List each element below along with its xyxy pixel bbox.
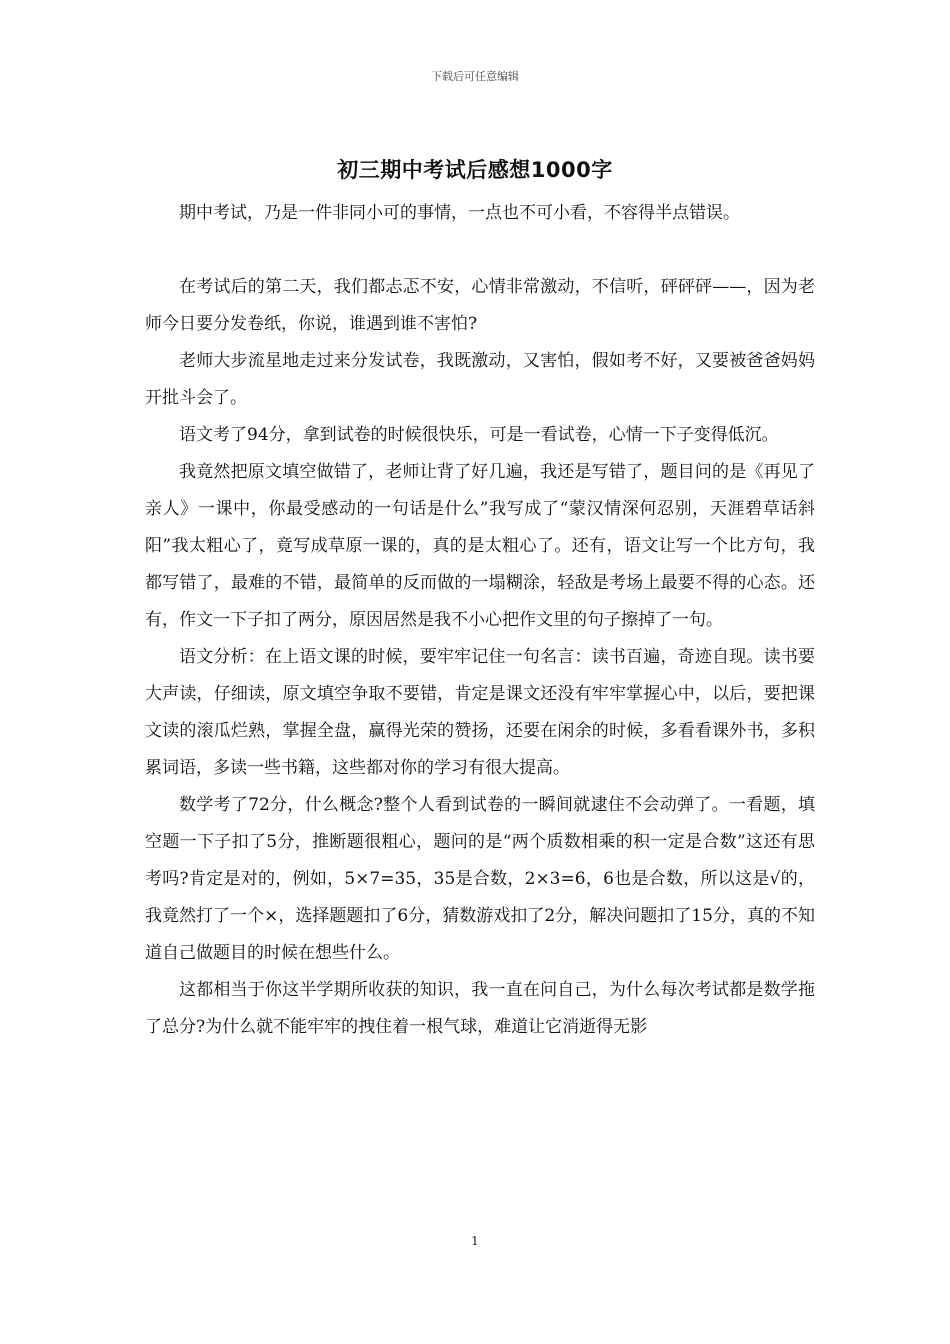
paragraph-intro: 期中考试，乃是一件非同小可的事情，一点也不可小看，不容得半点错误。 bbox=[179, 203, 740, 223]
document-title: 初三期中考试后感想1000字 bbox=[337, 158, 613, 182]
paragraph: 语文考了94分，拿到试卷的时候很快乐，可是一看试卷，心情一下子变得低沉。 bbox=[179, 425, 779, 445]
paragraph: 数学考了72分，什么概念?整个人看到试卷的一瞬间就逮住不会动弹了。一看题，填空题一下子扣了5分，推断题很粗心，题问的是“两个质数相乘的积一定是合数”这还有思考吗?肯定是对的，例如，5×7=35，35是合数，2×3=6，6也是合数，所以这是√的，我竟然打了一个×，选择题题扣了6分，猜数游戏扣了2分，解决问题扣了15分，真的不知道自己做题目的时候在想些什么。 bbox=[145, 795, 815, 963]
header-note: 下载后可任意编辑 bbox=[431, 70, 519, 83]
paragraph: 我竟然把原文填空做错了，老师让背了好几遍，我还是写错了，题目问的是《再见了亲人》一课中，你最受感动的一句话是什么”我写成了“蒙汉情深何忍别，天涯碧草话斜阳”我太粗心了，竟写成草原一课的，真的是太粗心了。还有，语文让写一个比方句，我都写错了，最难的不错，最简单的反而做的一塌糊涂，轻敌是考场上最要不得的心态。还有，作文一下子扣了两分，原因居然是我不小心把作文里的句子擦掉了一句。 bbox=[145, 462, 815, 630]
paragraph: 语文分析：在上语文课的时候，要牢牢记住一句名言：读书百遍，奇迹自现。读书要大声读，仔细读，原文填空争取不要错，肯定是课文还没有牢牢掌握心中，以后，要把课文读的滚瓜烂熟，掌握全盘，赢得光荣的赞扬，还要在闲余的时候，多看看课外书，多积累词语，多读一些书籍，这些都对你的学习有很大提高。 bbox=[145, 647, 815, 778]
page-number: 1 bbox=[471, 1234, 479, 1248]
paragraph: 在考试后的第二天，我们都忐忑不安，心情非常激动，不信听，砰砰砰——，因为老师今日要分发卷纸，你说，谁遇到谁不害怕? bbox=[145, 277, 815, 334]
document-body bbox=[145, 195, 815, 1046]
paragraph: 老师大步流星地走过来分发试卷，我既激动，又害怕，假如考不好，又要被爸爸妈妈开批斗会了。 bbox=[145, 351, 815, 408]
paragraph: 这都相当于你这半学期所收获的知识，我一直在问自己，为什么每次考试都是数学拖了总分?为什么就不能牢牢的拽住着一根气球，难道让它消逝得无影 bbox=[145, 980, 815, 1037]
